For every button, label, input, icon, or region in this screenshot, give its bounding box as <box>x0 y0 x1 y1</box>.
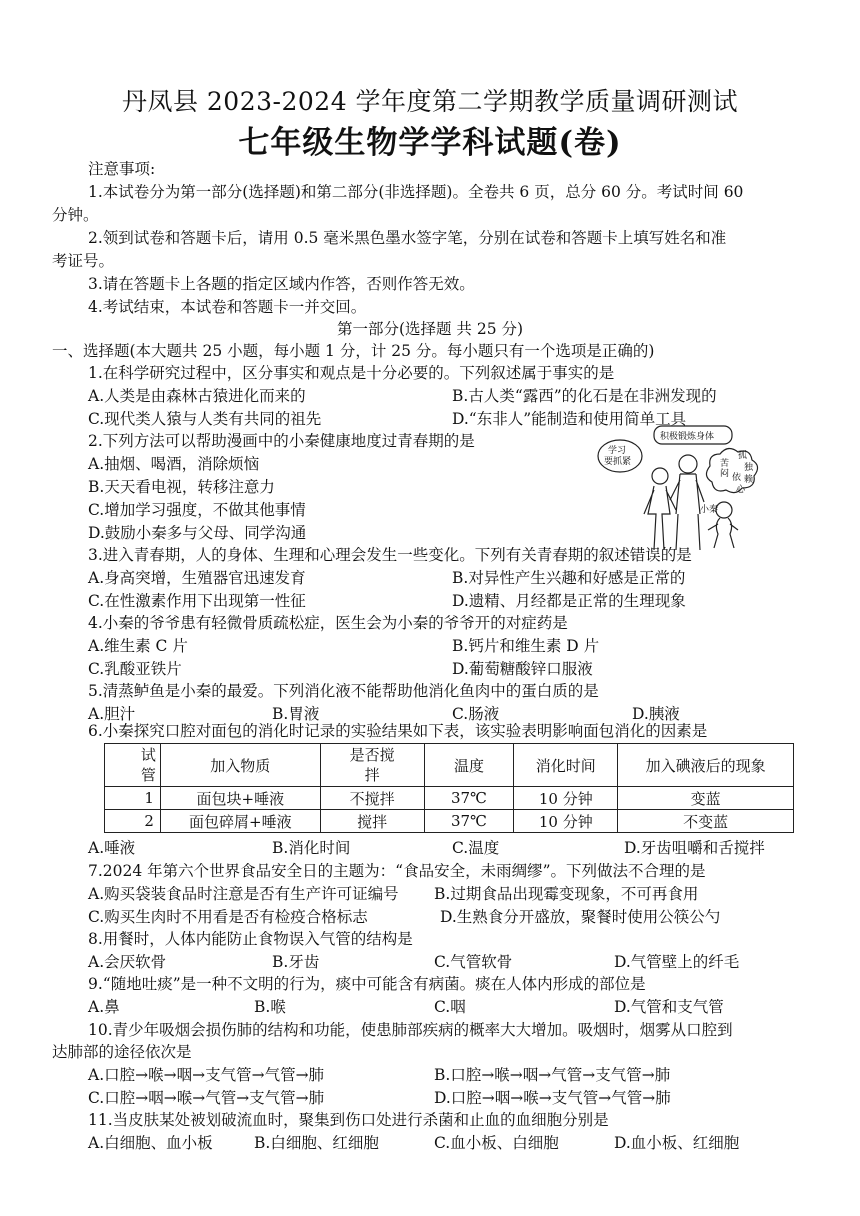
note-3: 3.请在答题卡上各题的指定区域内作答，否则作答无效。 <box>88 275 475 293</box>
cloud-word-1: 孤 <box>738 451 748 461</box>
q2-option-b: B.天天看电视，转移注意力 <box>88 478 275 496</box>
table-cell: 搅拌 <box>320 810 424 833</box>
table-cell: 不变蓝 <box>618 810 794 833</box>
q2-stem: 2.下列方法可以帮助漫画中的小秦健康地度过青春期的是 <box>88 432 475 450</box>
cloud-word-4: 闷 <box>720 469 730 479</box>
q3-option-b: B.对异性产生兴趣和好感是正常的 <box>452 569 686 587</box>
table-header-cell <box>320 744 424 787</box>
q8-option-b: B.牙齿 <box>272 953 320 971</box>
q10-option-b: B.口腔→喉→咽→气管→支气管→肺 <box>434 1066 671 1084</box>
table-cell: 变蓝 <box>618 787 794 810</box>
q4-option-d: D.葡萄糖酸锌口服液 <box>452 660 593 678</box>
boy-head <box>716 502 732 518</box>
q1-stem: 1.在科学研究过程中，区分事实和观点是十分必要的。下列叙述属于事实的是 <box>88 364 615 382</box>
part1-heading: 第一部分(选择题 共 25 分) <box>336 320 524 338</box>
q11-option-c: C.血小板、白细胞 <box>434 1134 559 1152</box>
exam-subtitle: 七年级生物学学科试题(卷) <box>238 125 622 161</box>
q10-stem-cont: 达肺部的途径依次是 <box>52 1043 192 1061</box>
experiment-table <box>104 743 794 833</box>
table-cell: 2 <box>105 810 161 833</box>
cloud-word-7: 心 <box>736 485 746 495</box>
q6-option-c: C.温度 <box>452 839 500 857</box>
q9-option-d: D.气管和支气管 <box>614 998 724 1016</box>
q8-stem: 8.用餐时，人体内能防止食物误入气管的结构是 <box>88 930 413 948</box>
note-1-cont: 分钟。 <box>52 206 99 224</box>
q11-option-a: A.白细胞、血小板 <box>88 1134 213 1152</box>
notes-heading: 注意事项: <box>88 160 156 178</box>
note-4: 4.考试结束，本试卷和答题卡一并交回。 <box>88 298 367 316</box>
header-tube-line-1: 试 <box>140 746 156 764</box>
q10-option-d: D.口腔→咽→喉→支气管→气管→肺 <box>434 1089 671 1107</box>
q3-option-d: D.遗精、月经都是正常的生理现象 <box>452 592 686 610</box>
q2-option-d: D.鼓励小秦多与父母、同学沟通 <box>88 524 307 542</box>
adult-right-head <box>679 455 697 473</box>
table-cell: 面包碎屑+唾液 <box>160 810 320 833</box>
q3-stem: 3.进入青春期，人的身体、生理和心理会发生一些变化。下列有关青春期的叙述错误的是 <box>88 546 692 564</box>
table-cell: 1 <box>105 787 161 810</box>
table-header-row <box>105 744 794 787</box>
q6-option-b: B.消化时间 <box>272 839 351 857</box>
boy-name-label: 小秦 <box>700 505 719 515</box>
q2-option-c: C.增加学习强度，不做其他事情 <box>88 501 306 519</box>
table-cell: 37℃ <box>424 810 514 833</box>
q7-option-a: A.购买袋装食品时注意是否有生产许可证编号 <box>88 885 399 903</box>
q6-stem: 6.小秦探究口腔对面包的消化时记录的实验结果如下表，该实验表明影响面包消化的因素是 <box>88 722 708 740</box>
cloud-word-3: 苦 <box>720 459 730 469</box>
q1-option-b: B.古人类“露西”的化石是在非洲发现的 <box>452 387 717 405</box>
header-stir-line-1: 是否搅 <box>349 746 395 764</box>
table-row <box>105 787 794 810</box>
q1-option-a: A.人类是由森林古猿进化而来的 <box>88 387 306 405</box>
q10-stem: 10.青少年吸烟会损伤肺的结构和功能，使患肺部疾病的概率大大增加。吸烟时，烟雾从口腔到 <box>88 1021 733 1039</box>
q3-option-c: C.在性激素作用下出现第一性征 <box>88 592 306 610</box>
q1-option-d: D.“东非人”能制造和使用简单工具 <box>452 410 687 428</box>
q5-option-c: C.肠液 <box>452 705 500 723</box>
table-header-cell: 加入碘液后的现象 <box>618 744 794 787</box>
q9-option-c: C.咽 <box>434 998 466 1016</box>
q4-option-b: B.钙片和维生素 D 片 <box>452 637 600 655</box>
q11-stem: 11.当皮肤某处被划破流血时，聚集到伤口处进行杀菌和止血的血细胞分别是 <box>88 1111 609 1129</box>
q10-option-a: A.口腔→喉→咽→支气管→气管→肺 <box>88 1066 325 1084</box>
q4-option-a: A.维生素 C 片 <box>88 637 188 655</box>
adult-left-head <box>652 468 668 484</box>
q5-stem: 5.清蒸鲈鱼是小秦的最爱。下列消化液不能帮助他消化鱼肉中的蛋白质的是 <box>88 682 599 700</box>
bubble-study-text-1: 学习 <box>608 446 627 456</box>
bubble-study-text-2: 要抓紧 <box>604 457 632 467</box>
table-header-cell: 加入物质 <box>160 744 320 787</box>
cloud-word-5: 依 <box>732 473 742 483</box>
note-1: 1.本试卷分为第一部分(选择题)和第二部分(非选择题)。全卷共 6 页，总分 60 分。考试时间 60 <box>88 183 744 201</box>
q8-option-a: A.会厌软骨 <box>88 953 167 971</box>
q1-option-c: C.现代类人猿与人类有共同的祖先 <box>88 410 322 428</box>
table-cell: 10 分钟 <box>514 787 618 810</box>
table-cell: 面包块+唾液 <box>160 787 320 810</box>
q7-option-d: D.生熟食分开盛放，聚餐时使用公筷公勺 <box>440 908 721 926</box>
cloud-word-2: 独 <box>744 463 754 473</box>
q3-option-a: A.身高突增，生殖器官迅速发育 <box>88 569 306 587</box>
q5-option-a: A.胆汁 <box>88 705 136 723</box>
table-header-cell <box>105 744 161 787</box>
bubble-exercise-text: 积极锻炼身体 <box>660 432 715 442</box>
cloud-word-6: 赖 <box>744 475 754 485</box>
q8-option-c: C.气管软骨 <box>434 953 513 971</box>
q7-stem: 7.2024 年第六个世界食品安全日的主题为：“食品安全，未雨绸缪”。下列做法不合理的是 <box>88 862 706 880</box>
table-cell: 10 分钟 <box>514 810 618 833</box>
cartoon-illustration <box>596 424 762 552</box>
table-cell: 37℃ <box>424 787 514 810</box>
q6-option-d: D.牙齿咀嚼和舌搅拌 <box>624 839 765 857</box>
table-header-cell: 消化时间 <box>514 744 618 787</box>
q5-option-d: D.胰液 <box>632 705 680 723</box>
q11-option-b: B.白细胞、红细胞 <box>254 1134 379 1152</box>
q4-option-c: C.乳酸亚铁片 <box>88 660 182 678</box>
q9-option-b: B.喉 <box>254 998 286 1016</box>
exam-title: 丹凤县 2023-2024 学年度第二学期教学质量调研测试 <box>121 87 739 116</box>
q4-stem: 4.小秦的爷爷患有轻微骨质疏松症，医生会为小秦的爷爷开的对症药是 <box>88 614 568 632</box>
q8-option-d: D.气管壁上的纤毛 <box>614 953 740 971</box>
q7-option-c: C.购买生肉时不用看是否有检疫合格标志 <box>88 908 368 926</box>
note-2: 2.领到试卷和答题卡后，请用 0.5 毫米黑色墨水签字笔，分别在试卷和答题卡上填写姓名和准 <box>88 229 727 247</box>
speech-bubble-study <box>598 440 642 472</box>
q7-option-b: B.过期食品出现霉变现象，不可再食用 <box>434 885 699 903</box>
header-tube-line-2: 管 <box>140 766 156 784</box>
table-header-cell: 温度 <box>424 744 514 787</box>
q11-option-d: D.血小板、红细胞 <box>614 1134 740 1152</box>
table-cell: 不搅拌 <box>320 787 424 810</box>
section-heading: 一、选择题(本大题共 25 小题，每小题 1 分，计 25 分。每小题只有一个选项是正确的) <box>52 342 655 360</box>
q9-option-a: A.鼻 <box>88 998 120 1016</box>
q10-option-c: C.口腔→咽→喉→气管→支气管→肺 <box>88 1089 325 1107</box>
q6-option-a: A.唾液 <box>88 839 136 857</box>
q2-option-a: A.抽烟、喝酒，消除烦恼 <box>88 455 260 473</box>
header-stir-line-2: 拌 <box>364 766 380 784</box>
table-row <box>105 810 794 833</box>
q5-option-b: B.胃液 <box>272 705 320 723</box>
note-2-cont: 考证号。 <box>52 252 115 270</box>
q9-stem: 9.“随地吐痰”是一种不文明的行为，痰中可能含有病菌。痰在人体内形成的部位是 <box>88 975 646 993</box>
